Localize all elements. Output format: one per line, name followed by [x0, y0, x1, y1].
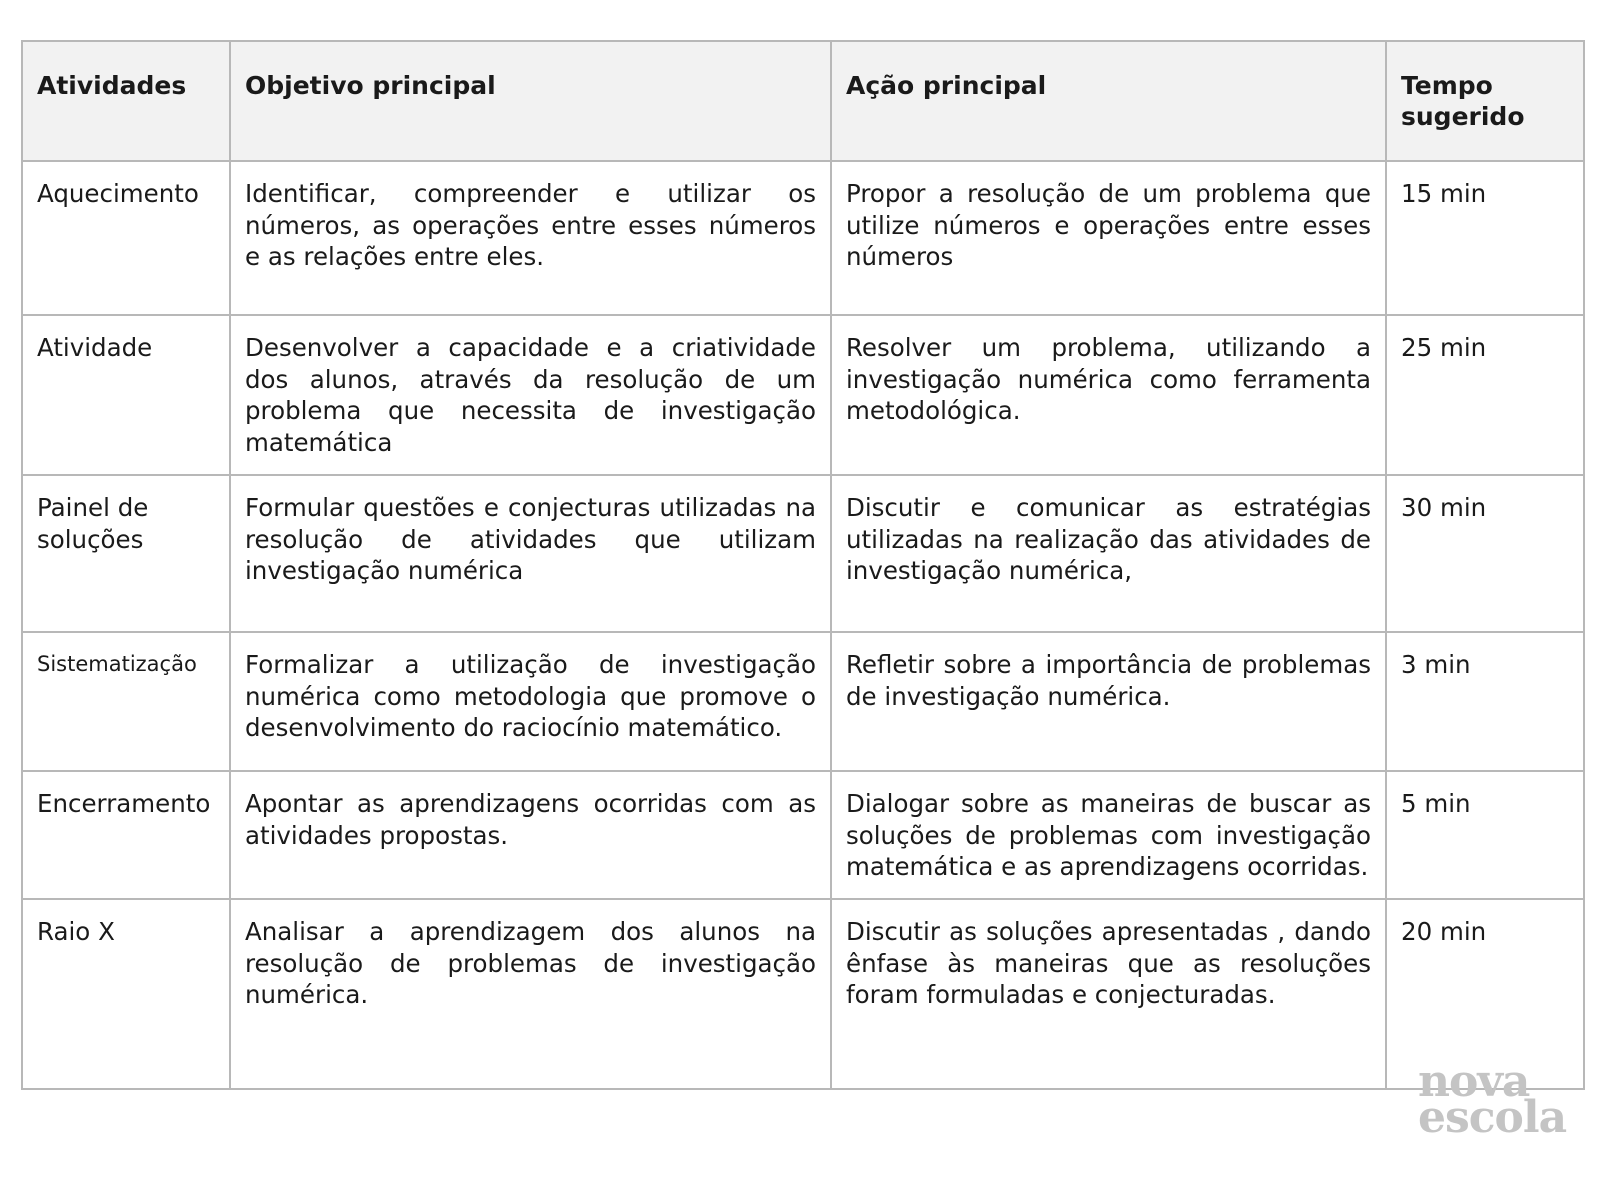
table-row [22, 315, 1584, 475]
lesson-plan-table [21, 40, 1585, 1090]
action-cell: Propor a resolução de um problema que utilize números e operações entre esses números [831, 161, 1386, 315]
time-cell: 15 min [1386, 161, 1584, 315]
objective-cell: Identificar, compreender e utilizar os números, as operações entre esses números e as relações entre eles. [230, 161, 831, 315]
action-cell: Resolver um problema, utilizando a investigação numérica como ferramenta metodológica. [831, 315, 1386, 475]
activity-cell: Encerramento [22, 771, 230, 899]
time-cell: 20 min [1386, 899, 1584, 1089]
time-cell: 30 min [1386, 475, 1584, 632]
activity-cell: Aquecimento [22, 161, 230, 315]
action-cell: Discutir as soluções apresentadas , dando ênfase às maneiras que as resoluções foram formuladas e conjecturadas. [831, 899, 1386, 1089]
action-cell: Discutir e comunicar as estratégias utilizadas na realização das atividades de investigação numérica, [831, 475, 1386, 632]
objective-cell: Desenvolver a capacidade e a criatividade dos alunos, através da resolução de um problema que necessita de investigação matemática [230, 315, 831, 475]
table-row [22, 475, 1584, 632]
table-row [22, 632, 1584, 771]
time-cell: 5 min [1386, 771, 1584, 899]
time-cell: 3 min [1386, 632, 1584, 771]
table-row [22, 161, 1584, 315]
activity-cell: Raio X [22, 899, 230, 1089]
time-cell: 25 min [1386, 315, 1584, 475]
activity-cell: Painel de soluções [22, 475, 230, 632]
table-row [22, 771, 1584, 899]
objective-cell: Apontar as aprendizagens ocorridas com as atividades propostas. [230, 771, 831, 899]
header-objective: Objetivo principal [230, 41, 831, 161]
action-cell: Dialogar sobre as maneiras de buscar as soluções de problemas com investigação matemática e as aprendizagens ocorridas. [831, 771, 1386, 899]
table-row [22, 899, 1584, 1089]
header-time: Tempo sugerido [1386, 41, 1584, 161]
activity-cell: Atividade [22, 315, 230, 475]
objective-cell: Analisar a aprendizagem dos alunos na resolução de problemas de investigação numérica. [230, 899, 831, 1089]
header-action: Ação principal [831, 41, 1386, 161]
logo-line-escola: escola [1418, 1092, 1567, 1143]
objective-cell: Formular questões e conjecturas utilizadas na resolução de atividades que utilizam investigação numérica [230, 475, 831, 632]
action-cell: Refletir sobre a importância de problemas de investigação numérica. [831, 632, 1386, 771]
nova-escola-logo [1418, 1056, 1568, 1143]
table-header-row [22, 41, 1584, 161]
header-activities: Atividades [22, 41, 230, 161]
activity-cell: Sistematização [22, 632, 230, 771]
objective-cell: Formalizar a utilização de investigação numérica como metodologia que promove o desenvolvimento do raciocínio matemático. [230, 632, 831, 771]
logo-line-nova: nova [1418, 1056, 1530, 1107]
